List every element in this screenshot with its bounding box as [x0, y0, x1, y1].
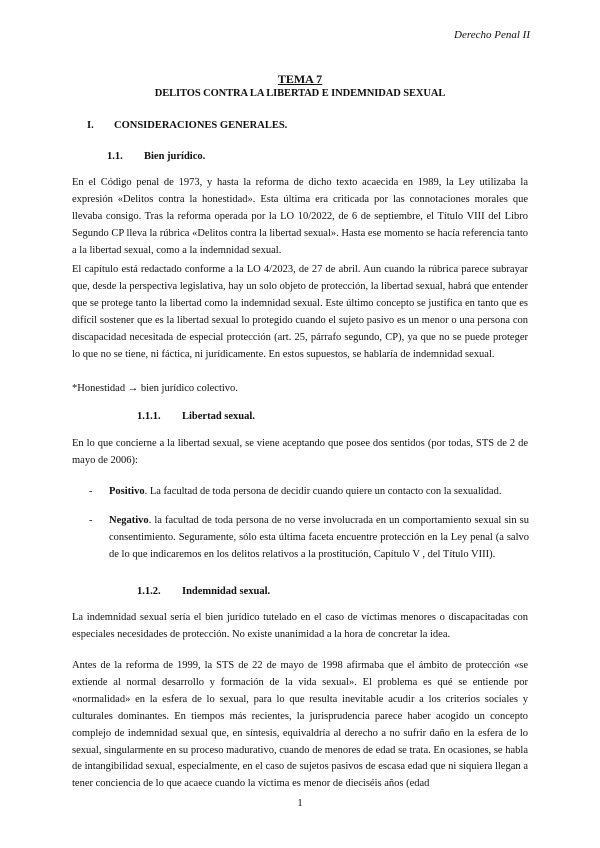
subsection-title: Indemnidad sexual.: [182, 586, 271, 597]
bullet-item-positivo: [89, 484, 529, 501]
subsection-number: 1.1.: [107, 151, 123, 162]
paragraph-4: En lo que concierne a la libertad sexual, se viene aceptando que posee dos sentidos (por todas, STS de 2 de mayo de 2006):: [72, 438, 528, 466]
bullet-term: Positivo: [109, 486, 145, 497]
paragraph-5: La indemnidad sexual sería el bien jurídico tutelado en el caso de víctimas menores o discapacitadas con especiales necesidades de protección. No existe unanimidad a la hora de concretar la idea.: [72, 612, 528, 640]
paragraph-3: *Honestidad → bien jurídico colectivo.: [72, 383, 238, 394]
bullet-term: Negativo: [109, 515, 149, 526]
paragraph-1: En el Código penal de 1973, y hasta la reforma de dicho texto acaecida en 1989, la Ley utilizaba la expresión «Delitos contra la honestidad». Esta última era criticada por las connotaciones morales que llevaba consigo. Tras la reforma operada por la LO 10/2022, de 6 de septiembre, el Título VIII del Libro Segundo CP lleva la rúbrica «Delitos contra la libertad sexual». Hasta ese momento se hacía referencia tanto a la libertad sexual, como a la indemnidad sexual.: [72, 177, 528, 256]
subsection-number: 1.1.1.: [137, 411, 161, 422]
bullet-item-negativo: [89, 513, 529, 564]
paragraph-6: Antes de la reforma de 1999, la STS de 22 de mayo de 1998 afirmaba que el ámbito de protección «se extiende al normal desarrollo y formación de la vida sexual». El problema es qué se entiende por «normalidad» en la esfera de lo sexual, para lo que resulta inevitable acudir a los criterios sociales y culturales dominantes. En tiempos más recientes, la jurisprudencia parece haber acogido un concepto complejo de indemnidad sexual que, en síntesis, equivaldría al derecho a no sufrir daño en la esfera de lo sexual, singularmente en su proceso madurativo, cuando de menores de edad se trata. En ocasiones, se habla de intangibilidad sexual, especialmente, en el caso de sujetos pasivos de escasa edad que ni siquiera llegan a tener conciencia de lo que acaece cuando la víctima es menor de dieciséis años (edad: [72, 660, 528, 790]
subsection-heading-1-1: [107, 151, 205, 162]
chapter-title: TEMA 7: [277, 72, 323, 86]
section-number: I.: [87, 120, 94, 131]
running-header: Derecho Penal II: [454, 29, 530, 41]
subsection-title: Libertad sexual.: [182, 411, 255, 422]
subsection-title: Bien jurídico.: [144, 151, 206, 162]
bullet-description: . La facultad de toda persona de decidir cuando quiere un contacto con la sexualidad.: [144, 486, 502, 497]
subsection-heading-1-1-2: [137, 586, 270, 597]
section-heading-1: [87, 120, 287, 131]
subsection-heading-1-1-1: [137, 411, 255, 422]
chapter-subtitle: DELITOS CONTRA LA LIBERTAD E INDEMNIDAD SEXUAL: [154, 88, 446, 99]
bullet-dash: -: [89, 515, 93, 526]
bullet-description: . la facultad de toda persona de no verse involucrada en un comportamiento sexual sin su consentimiento. Seguramente, sólo esta última faceta encuentre protección en la Ley penal (a salvo de lo que indicaremos en los delitos relativos a la prostitución, Capítulo V , del Título VIII).: [109, 515, 529, 560]
bullet-text: [109, 484, 529, 501]
bullet-dash: -: [89, 486, 93, 497]
paragraph-2: El capítulo está redactado conforme a la LO 4/2023, de 27 de abril. Aun cuando la rúbrica parece subrayar que, desde la perspectiva legislativa, hay un solo objeto de protección, la libertad sexual, habrá que entender que se protege tanto la libertad como la indemnidad sexual. Este último concepto se justifica en tanto que es difícil sostener que es la libertad sexual lo protegido cuando el sujeto pasivo es un menor o una persona con discapacidad necesitada de especial protección (art. 25, párrafo segundo, CP), ya que no se puede proteger lo que no se tiene, ni fáctica, ni jurídicamente. En estos supuestos, se hablaría de indemnidad sexual.: [72, 264, 528, 360]
page-number: 1: [297, 797, 303, 809]
subsection-number: 1.1.2.: [137, 586, 161, 597]
section-title: CONSIDERACIONES GENERALES.: [114, 120, 288, 131]
bullet-text: [109, 513, 529, 564]
